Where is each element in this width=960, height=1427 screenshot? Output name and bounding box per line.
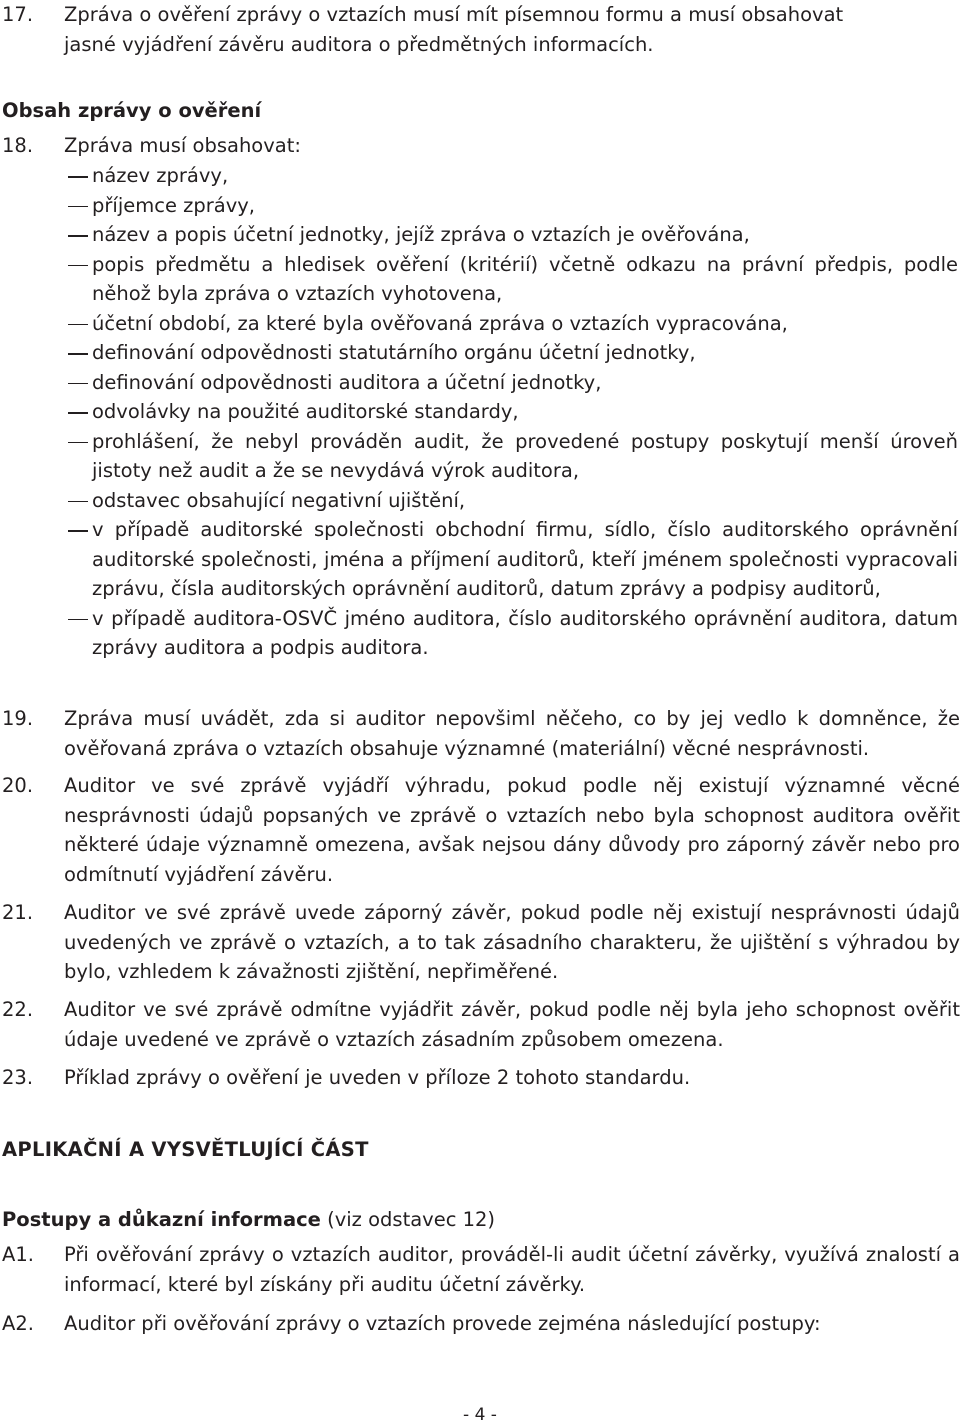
paragraph-text: Auditor ve své zprávě vyjádří výhradu, pokud podle něj existují významné věcné nesprávnosti údajů popsaných ve zprávě o vztazích nebo byla schopnost auditora ověřit některé údaje významně omezena, avšak nejsou dány důvody pro záporný závěr nebo pro odmítnutí vyjádření závěru.	[64, 774, 960, 886]
subsection-heading-bold: Postupy a důkazní informace	[2, 1208, 321, 1231]
list-item-text: definování odpovědnosti statutárního orgánu účetní jednotky,	[92, 341, 696, 364]
list-item-text: odvolávky na použité auditorské standardy,	[92, 400, 519, 423]
list-item	[66, 368, 958, 398]
paragraph-number: 17.	[2, 3, 34, 26]
paragraph-number: 20.	[2, 774, 34, 797]
paragraph-text: Zpráva musí obsahovat:	[64, 134, 301, 157]
list-item-text: účetní období, za které byla ověřovaná zpráva o vztazích vypracována,	[92, 311, 788, 335]
list-item-text: popis předmětu a hledisek ověření (kritérií) včetně odkazu na právní předpis, podle něhož byla zpráva o vztazích vyhotovena,	[92, 252, 958, 305]
paragraph-19	[2, 704, 960, 763]
paragraph-18	[2, 131, 960, 161]
dash-bullet-icon	[66, 161, 92, 191]
paragraph-20	[2, 771, 960, 889]
paragraph-text: Příklad zprávy o ověření je uveden v příloze 2 tohoto standardu.	[64, 1066, 691, 1089]
paragraph-line: jasné vyjádření závěru auditora o předmětných informacích.	[64, 32, 654, 56]
list-item-text: příjemce zprávy,	[92, 193, 255, 217]
paragraph-text: Zpráva musí uvádět, zda si auditor nepovšiml něčeho, co by jej vedlo k domněnce, že ověřovaná zpráva o vztazích obsahuje významné (materiální) věcné nesprávnosti.	[64, 707, 960, 760]
paragraph-number: 22.	[2, 998, 34, 1021]
list-item	[66, 427, 958, 486]
list-item-text: definování odpovědnosti auditora a účetní jednotky,	[92, 370, 602, 394]
dash-bullet-icon	[66, 368, 92, 398]
list-item-text: prohlášení, že nebyl prováděn audit, že provedené postupy poskytují menší úroveň jistoty než audit a že se nevydává výrok auditora,	[92, 429, 958, 482]
list-item	[66, 309, 958, 339]
list-item	[66, 486, 958, 516]
subsection-heading-postupy	[2, 1205, 495, 1235]
page-number: - 4 -	[463, 1405, 497, 1425]
dash-bullet-icon	[66, 191, 92, 221]
paragraph-text: Auditor při ověřování zprávy o vztazích provede zejména následující postupy:	[64, 1312, 821, 1335]
paragraph-text: Při ověřování zprávy o vztazích auditor, prováděl-li audit účetní závěrky, využívá znalostí a informací, které byl získány při auditu účetní závěrky.	[64, 1243, 960, 1296]
subsection-heading-reference: (viz odstavec 12)	[320, 1208, 496, 1231]
paragraph-number: 23.	[2, 1066, 34, 1089]
paragraph-text: Auditor ve své zprávě uvede záporný závěr, pokud podle něj existují nesprávnosti údajů uvedených ve zprávě o vztazích, a to tak zásadního charakteru, že ujištění s výhradou by bylo, vzhledem k závažnosti zjištění, nepřiměřené.	[64, 901, 960, 983]
paragraph-line: Zpráva o ověření zprávy o vztazích musí mít písemnou formu a musí obsahovat	[64, 3, 844, 26]
paragraph-21	[2, 898, 960, 987]
paragraph-23	[2, 1063, 960, 1093]
dash-bullet-icon	[66, 250, 92, 280]
paragraph-17	[2, 0, 960, 59]
paragraph-number: 21.	[2, 901, 34, 924]
list-item-text: v případě auditora-OSVČ jméno auditora, číslo auditorského oprávnění auditora, datum zprávy auditora a podpis auditora.	[92, 606, 958, 659]
dash-bullet-icon	[66, 486, 92, 516]
dash-bullet-icon	[66, 397, 92, 427]
paragraph-number: A1.	[2, 1243, 34, 1266]
dash-bullet-icon	[66, 309, 92, 339]
dash-bullet-icon	[66, 515, 92, 545]
paragraph-text: Auditor ve své zprávě odmítne vyjádřit závěr, pokud podle něj byla jeho schopnost ověřit údaje uvedené ve zprávě o vztazích zásadním způsobem omezena.	[64, 998, 960, 1051]
paragraph-a2	[2, 1309, 960, 1339]
list-item	[66, 161, 958, 191]
list-item-text: odstavec obsahující negativní ujištění,	[92, 488, 466, 512]
dash-bullet-icon	[66, 338, 92, 368]
dash-bullet-icon	[66, 604, 92, 634]
paragraph-number: 18.	[2, 134, 34, 157]
dash-bullet-icon	[66, 427, 92, 457]
list-item	[66, 191, 958, 221]
paragraph-a1	[2, 1240, 960, 1299]
section-heading-obsah: Obsah zprávy o ověření	[2, 99, 262, 122]
paragraph-number: 19.	[2, 707, 34, 730]
list-item	[66, 220, 958, 250]
list-item-text: v případě auditorské společnosti obchodní firmu, sídlo, číslo auditorského oprávnění auditorské společnosti, jména a příjmení auditorů, kteří jménem společnosti vypracovali zprávu, čísla auditorských oprávnění auditorů, datum zprávy a podpisy auditorů,	[92, 518, 958, 600]
paragraph-text	[64, 0, 960, 59]
paragraph-22	[2, 995, 960, 1054]
list-item	[66, 250, 958, 309]
list-item	[66, 397, 958, 427]
list-item	[66, 515, 958, 604]
list-item	[66, 338, 958, 368]
paragraph-number: A2.	[2, 1312, 34, 1335]
list-item-text: název a popis účetní jednotky, jejíž zpráva o vztazích je ověřována,	[92, 223, 750, 246]
list-item	[66, 604, 958, 663]
list-item-text: název zprávy,	[92, 164, 229, 187]
report-contents-list	[66, 161, 958, 663]
dash-bullet-icon	[66, 220, 92, 250]
section-heading-aplikacni: APLIKAČNÍ A VYSVĚTLUJÍCÍ ČÁST	[2, 1138, 369, 1161]
